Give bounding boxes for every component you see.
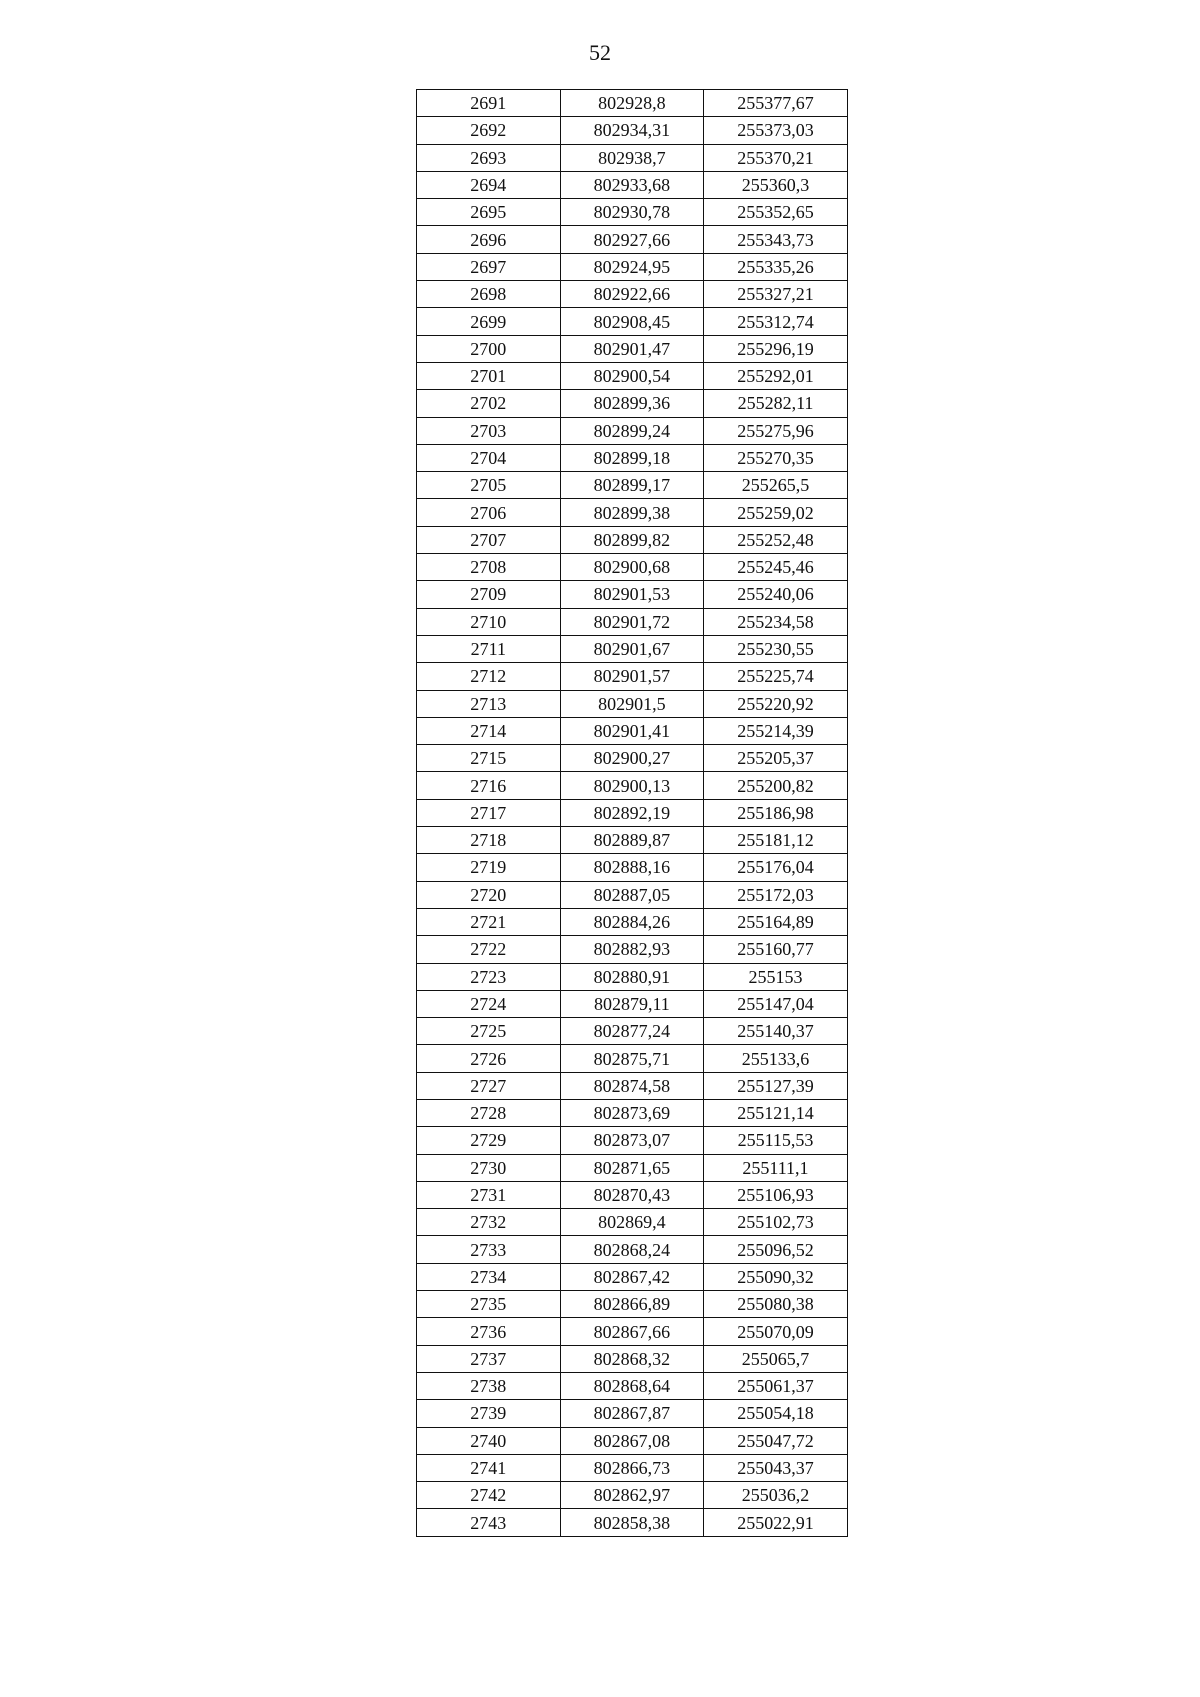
x-coordinate-cell: 802867,08 — [560, 1427, 704, 1454]
y-coordinate-cell: 255370,21 — [704, 144, 848, 171]
y-coordinate-cell: 255220,92 — [704, 690, 848, 717]
coordinates-table-body — [417, 90, 848, 1537]
table-row — [417, 1045, 848, 1072]
x-coordinate-cell: 802858,38 — [560, 1509, 704, 1536]
table-row — [417, 1209, 848, 1236]
point-number-cell: 2730 — [417, 1154, 561, 1181]
table-row — [417, 963, 848, 990]
table-row — [417, 772, 848, 799]
y-coordinate-cell: 255296,19 — [704, 335, 848, 362]
coordinates-table — [416, 89, 848, 1537]
table-row — [417, 417, 848, 444]
x-coordinate-cell: 802862,97 — [560, 1482, 704, 1509]
point-number-cell: 2704 — [417, 444, 561, 471]
x-coordinate-cell: 802927,66 — [560, 226, 704, 253]
table-row — [417, 581, 848, 608]
x-coordinate-cell: 802899,17 — [560, 472, 704, 499]
table-row — [417, 1263, 848, 1290]
table-row — [417, 1400, 848, 1427]
point-number-cell: 2712 — [417, 663, 561, 690]
y-coordinate-cell: 255147,04 — [704, 990, 848, 1017]
point-number-cell: 2697 — [417, 253, 561, 280]
x-coordinate-cell: 802871,65 — [560, 1154, 704, 1181]
y-coordinate-cell: 255054,18 — [704, 1400, 848, 1427]
table-row — [417, 827, 848, 854]
x-coordinate-cell: 802933,68 — [560, 171, 704, 198]
x-coordinate-cell: 802908,45 — [560, 308, 704, 335]
y-coordinate-cell: 255200,82 — [704, 772, 848, 799]
table-row — [417, 308, 848, 335]
x-coordinate-cell: 802901,47 — [560, 335, 704, 362]
x-coordinate-cell: 802869,4 — [560, 1209, 704, 1236]
table-row — [417, 335, 848, 362]
point-number-cell: 2710 — [417, 608, 561, 635]
point-number-cell: 2724 — [417, 990, 561, 1017]
x-coordinate-cell: 802901,72 — [560, 608, 704, 635]
y-coordinate-cell: 255373,03 — [704, 117, 848, 144]
y-coordinate-cell: 255090,32 — [704, 1263, 848, 1290]
point-number-cell: 2713 — [417, 690, 561, 717]
table-row — [417, 226, 848, 253]
x-coordinate-cell: 802899,36 — [560, 390, 704, 417]
y-coordinate-cell: 255265,5 — [704, 472, 848, 499]
point-number-cell: 2725 — [417, 1018, 561, 1045]
x-coordinate-cell: 802900,27 — [560, 745, 704, 772]
y-coordinate-cell: 255282,11 — [704, 390, 848, 417]
point-number-cell: 2714 — [417, 717, 561, 744]
x-coordinate-cell: 802874,58 — [560, 1072, 704, 1099]
table-row — [417, 1345, 848, 1372]
point-number-cell: 2732 — [417, 1209, 561, 1236]
x-coordinate-cell: 802899,38 — [560, 499, 704, 526]
y-coordinate-cell: 255036,2 — [704, 1482, 848, 1509]
point-number-cell: 2692 — [417, 117, 561, 144]
table-row — [417, 444, 848, 471]
point-number-cell: 2739 — [417, 1400, 561, 1427]
table-row — [417, 1127, 848, 1154]
point-number-cell: 2719 — [417, 854, 561, 881]
table-row — [417, 117, 848, 144]
point-number-cell: 2741 — [417, 1454, 561, 1481]
y-coordinate-cell: 255343,73 — [704, 226, 848, 253]
x-coordinate-cell: 802899,24 — [560, 417, 704, 444]
y-coordinate-cell: 255176,04 — [704, 854, 848, 881]
table-row — [417, 608, 848, 635]
x-coordinate-cell: 802888,16 — [560, 854, 704, 881]
table-row — [417, 1427, 848, 1454]
y-coordinate-cell: 255070,09 — [704, 1318, 848, 1345]
table-row — [417, 745, 848, 772]
point-number-cell: 2742 — [417, 1482, 561, 1509]
y-coordinate-cell: 255252,48 — [704, 526, 848, 553]
point-number-cell: 2703 — [417, 417, 561, 444]
x-coordinate-cell: 802867,66 — [560, 1318, 704, 1345]
y-coordinate-cell: 255043,37 — [704, 1454, 848, 1481]
table-row — [417, 1482, 848, 1509]
y-coordinate-cell: 255205,37 — [704, 745, 848, 772]
y-coordinate-cell: 255153 — [704, 963, 848, 990]
table-row — [417, 1072, 848, 1099]
point-number-cell: 2743 — [417, 1509, 561, 1536]
x-coordinate-cell: 802867,87 — [560, 1400, 704, 1427]
point-number-cell: 2735 — [417, 1291, 561, 1318]
y-coordinate-cell: 255121,14 — [704, 1099, 848, 1126]
y-coordinate-cell: 255140,37 — [704, 1018, 848, 1045]
table-row — [417, 881, 848, 908]
x-coordinate-cell: 802900,13 — [560, 772, 704, 799]
y-coordinate-cell: 255160,77 — [704, 936, 848, 963]
y-coordinate-cell: 255164,89 — [704, 908, 848, 935]
table-row — [417, 199, 848, 226]
x-coordinate-cell: 802928,8 — [560, 90, 704, 117]
y-coordinate-cell: 255065,7 — [704, 1345, 848, 1372]
y-coordinate-cell: 255186,98 — [704, 799, 848, 826]
y-coordinate-cell: 255080,38 — [704, 1291, 848, 1318]
table-row — [417, 472, 848, 499]
y-coordinate-cell: 255102,73 — [704, 1209, 848, 1236]
x-coordinate-cell: 802892,19 — [560, 799, 704, 826]
point-number-cell: 2695 — [417, 199, 561, 226]
point-number-cell: 2691 — [417, 90, 561, 117]
x-coordinate-cell: 802924,95 — [560, 253, 704, 280]
x-coordinate-cell: 802899,82 — [560, 526, 704, 553]
y-coordinate-cell: 255022,91 — [704, 1509, 848, 1536]
y-coordinate-cell: 255352,65 — [704, 199, 848, 226]
x-coordinate-cell: 802901,67 — [560, 635, 704, 662]
table-row — [417, 1099, 848, 1126]
y-coordinate-cell: 255275,96 — [704, 417, 848, 444]
point-number-cell: 2726 — [417, 1045, 561, 1072]
y-coordinate-cell: 255377,67 — [704, 90, 848, 117]
x-coordinate-cell: 802901,53 — [560, 581, 704, 608]
x-coordinate-cell: 802938,7 — [560, 144, 704, 171]
table-row — [417, 281, 848, 308]
y-coordinate-cell: 255127,39 — [704, 1072, 848, 1099]
point-number-cell: 2734 — [417, 1263, 561, 1290]
table-row — [417, 1454, 848, 1481]
point-number-cell: 2698 — [417, 281, 561, 308]
point-number-cell: 2728 — [417, 1099, 561, 1126]
point-number-cell: 2701 — [417, 362, 561, 389]
table-row — [417, 936, 848, 963]
x-coordinate-cell: 802868,64 — [560, 1372, 704, 1399]
point-number-cell: 2737 — [417, 1345, 561, 1372]
x-coordinate-cell: 802922,66 — [560, 281, 704, 308]
table-row — [417, 144, 848, 171]
point-number-cell: 2693 — [417, 144, 561, 171]
table-row — [417, 1018, 848, 1045]
x-coordinate-cell: 802868,32 — [560, 1345, 704, 1372]
y-coordinate-cell: 255245,46 — [704, 554, 848, 581]
table-row — [417, 690, 848, 717]
point-number-cell: 2706 — [417, 499, 561, 526]
point-number-cell: 2718 — [417, 827, 561, 854]
point-number-cell: 2720 — [417, 881, 561, 908]
x-coordinate-cell: 802934,31 — [560, 117, 704, 144]
table-row — [417, 635, 848, 662]
point-number-cell: 2723 — [417, 963, 561, 990]
table-row — [417, 1372, 848, 1399]
x-coordinate-cell: 802879,11 — [560, 990, 704, 1017]
point-number-cell: 2711 — [417, 635, 561, 662]
point-number-cell: 2721 — [417, 908, 561, 935]
x-coordinate-cell: 802866,73 — [560, 1454, 704, 1481]
point-number-cell: 2738 — [417, 1372, 561, 1399]
page-number: 52 — [589, 40, 611, 65]
table-row — [417, 908, 848, 935]
point-number-cell: 2700 — [417, 335, 561, 362]
point-number-cell: 2731 — [417, 1181, 561, 1208]
table-row — [417, 90, 848, 117]
point-number-cell: 2733 — [417, 1236, 561, 1263]
table-row — [417, 554, 848, 581]
y-coordinate-cell: 255115,53 — [704, 1127, 848, 1154]
x-coordinate-cell: 802868,24 — [560, 1236, 704, 1263]
table-row — [417, 799, 848, 826]
point-number-cell: 2694 — [417, 171, 561, 198]
x-coordinate-cell: 802901,41 — [560, 717, 704, 744]
x-coordinate-cell: 802877,24 — [560, 1018, 704, 1045]
table-row — [417, 1154, 848, 1181]
y-coordinate-cell: 255230,55 — [704, 635, 848, 662]
x-coordinate-cell: 802887,05 — [560, 881, 704, 908]
table-row — [417, 171, 848, 198]
x-coordinate-cell: 802901,5 — [560, 690, 704, 717]
point-number-cell: 2727 — [417, 1072, 561, 1099]
y-coordinate-cell: 255335,26 — [704, 253, 848, 280]
x-coordinate-cell: 802900,54 — [560, 362, 704, 389]
point-number-cell: 2709 — [417, 581, 561, 608]
y-coordinate-cell: 255111,1 — [704, 1154, 848, 1181]
table-row — [417, 390, 848, 417]
table-row — [417, 854, 848, 881]
point-number-cell: 2717 — [417, 799, 561, 826]
y-coordinate-cell: 255225,74 — [704, 663, 848, 690]
x-coordinate-cell: 802873,07 — [560, 1127, 704, 1154]
point-number-cell: 2715 — [417, 745, 561, 772]
table-row — [417, 1291, 848, 1318]
x-coordinate-cell: 802900,68 — [560, 554, 704, 581]
y-coordinate-cell: 255061,37 — [704, 1372, 848, 1399]
x-coordinate-cell: 802867,42 — [560, 1263, 704, 1290]
x-coordinate-cell: 802882,93 — [560, 936, 704, 963]
y-coordinate-cell: 255106,93 — [704, 1181, 848, 1208]
x-coordinate-cell: 802875,71 — [560, 1045, 704, 1072]
point-number-cell: 2705 — [417, 472, 561, 499]
x-coordinate-cell: 802899,18 — [560, 444, 704, 471]
y-coordinate-cell: 255234,58 — [704, 608, 848, 635]
y-coordinate-cell: 255133,6 — [704, 1045, 848, 1072]
y-coordinate-cell: 255047,72 — [704, 1427, 848, 1454]
table-row — [417, 663, 848, 690]
point-number-cell: 2722 — [417, 936, 561, 963]
point-number-cell: 2696 — [417, 226, 561, 253]
table-row — [417, 253, 848, 280]
y-coordinate-cell: 255360,3 — [704, 171, 848, 198]
table-row — [417, 526, 848, 553]
x-coordinate-cell: 802866,89 — [560, 1291, 704, 1318]
y-coordinate-cell: 255240,06 — [704, 581, 848, 608]
table-row — [417, 362, 848, 389]
point-number-cell: 2699 — [417, 308, 561, 335]
x-coordinate-cell: 802889,87 — [560, 827, 704, 854]
table-row — [417, 1509, 848, 1536]
y-coordinate-cell: 255172,03 — [704, 881, 848, 908]
table-row — [417, 1181, 848, 1208]
table-row — [417, 990, 848, 1017]
point-number-cell: 2708 — [417, 554, 561, 581]
x-coordinate-cell: 802873,69 — [560, 1099, 704, 1126]
point-number-cell: 2729 — [417, 1127, 561, 1154]
point-number-cell: 2740 — [417, 1427, 561, 1454]
point-number-cell: 2736 — [417, 1318, 561, 1345]
table-row — [417, 1236, 848, 1263]
x-coordinate-cell: 802880,91 — [560, 963, 704, 990]
table-row — [417, 499, 848, 526]
y-coordinate-cell: 255181,12 — [704, 827, 848, 854]
point-number-cell: 2702 — [417, 390, 561, 417]
point-number-cell: 2707 — [417, 526, 561, 553]
table-row — [417, 1318, 848, 1345]
y-coordinate-cell: 255259,02 — [704, 499, 848, 526]
y-coordinate-cell: 255292,01 — [704, 362, 848, 389]
point-number-cell: 2716 — [417, 772, 561, 799]
x-coordinate-cell: 802884,26 — [560, 908, 704, 935]
y-coordinate-cell: 255096,52 — [704, 1236, 848, 1263]
x-coordinate-cell: 802870,43 — [560, 1181, 704, 1208]
y-coordinate-cell: 255327,21 — [704, 281, 848, 308]
y-coordinate-cell: 255214,39 — [704, 717, 848, 744]
x-coordinate-cell: 802930,78 — [560, 199, 704, 226]
y-coordinate-cell: 255312,74 — [704, 308, 848, 335]
x-coordinate-cell: 802901,57 — [560, 663, 704, 690]
y-coordinate-cell: 255270,35 — [704, 444, 848, 471]
table-row — [417, 717, 848, 744]
